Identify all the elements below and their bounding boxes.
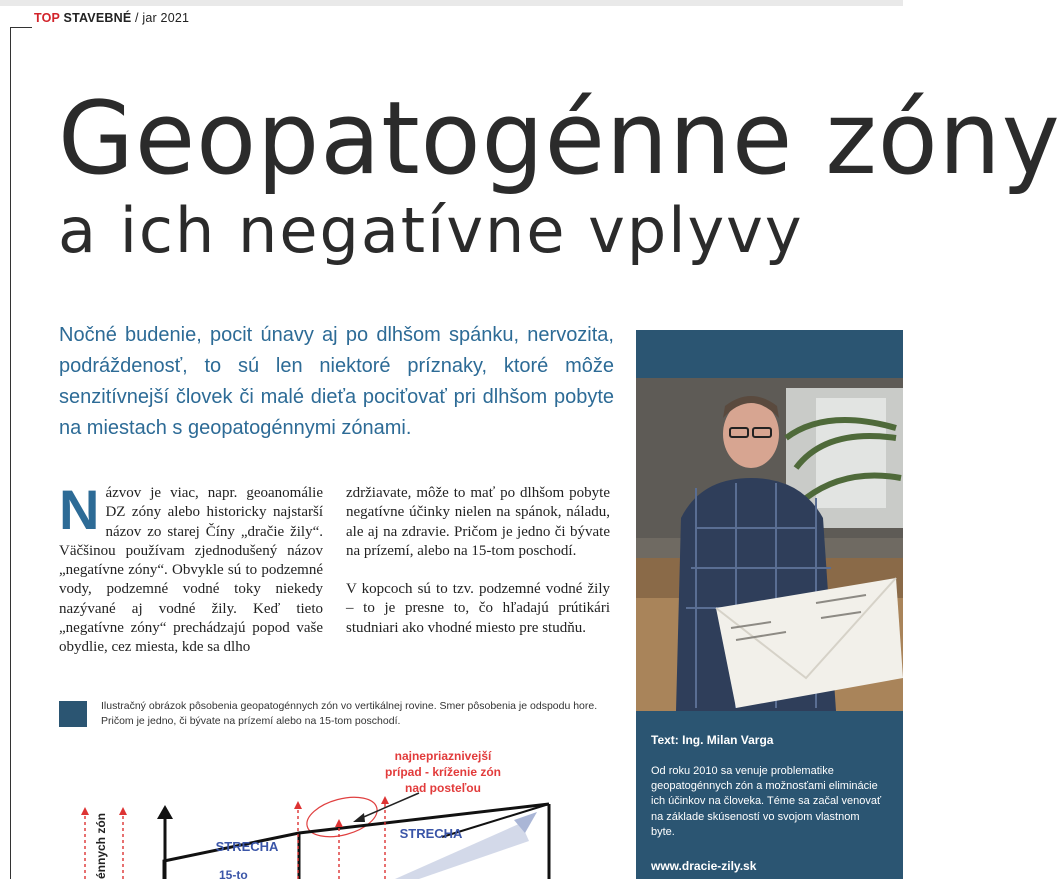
body-text-3: V kopcoch sú to tzv. podzemné vodné žily – to je presne to, čo hľadajú prútikári studniari ako vhodné miesto pre studňu. [346,581,610,636]
zone-arrowhead [294,801,302,809]
article-title: Geopatogénne zóny [58,79,1061,197]
floor-label: 15-to [219,868,248,879]
callout-arrowhead [353,813,365,822]
crossing-ellipse [303,790,382,843]
zone-arrowhead [81,807,89,815]
axis-arrowhead [157,805,173,819]
top-rule [0,0,903,6]
author-bio: Od roku 2010 sa venuje problematike geopatogénnych zón a možnosťami eliminácie ich účinkov na človeka. Téme sa začal venovať na základe skúseností vo svojom vlastnom byte. [651,765,882,838]
zone-arrowhead [335,819,343,827]
callout-line [359,793,419,819]
article-subtitle: a ich negatívne vplyvy [58,194,804,267]
caption-marker [59,701,87,727]
header-top: TOP [34,11,60,25]
website-link[interactable]: www.dracie-zily.sk [651,859,757,873]
body-text-2: zdržiavate, môže to mať po dlhšom pobyte negatívne účinky nielen na spánok, náladu, ale aj na zdravie. Pričom je jedno či bývate na prízemí, alebo na 15-tom poschodí. [346,485,610,559]
diagram-note-3: nad posteľou [405,781,481,795]
author-photo [636,378,903,711]
diagram-note-1: najnepriaznivejší [394,749,492,763]
axis-label: énnych zón [94,812,108,879]
figure-caption: Ilustračný obrázok pôsobenia geopatogénnych zón vo vertikálnej rovine. Smer pôsobenia je odspodu hore. Pričom je jedno, či bývate na prízemí alebo na 15-tom poschodí. [101,700,598,727]
zone-arrowhead [119,807,127,815]
diagram-note-2: prípad - kríženie zón [384,765,502,779]
header-stavebne: STAVEBNÉ [63,11,132,25]
header-issue: / jar 2021 [135,11,190,25]
drop-cap: N [59,478,100,541]
body-text-1: ázvov je viac, napr. geoanomálie DZ zóny alebo historicky najstarší názov zo starej Číny „dračie žily“. Väčšinou používam zjednodušený názov „negatívne zóny“. Obvykle sú to podzemné vody, podzemné vodné toky niekedy nazývané aj vodné žily. Keď tieto „negatívne zóny“ prechádzajú popod vaše obydlie, cez miesta, kde sa dlho [59,485,323,656]
magazine-header [34,11,189,25]
zone-diagram [59,745,619,879]
zone-arrowhead [381,796,389,804]
frame-line-vertical [10,27,11,879]
roof-label-left: STRECHA [215,839,279,854]
body-column-2 [346,484,610,638]
author-name: Text: Ing. Milan Varga [651,733,774,747]
lead-paragraph: Nočné budenie, pocit únavy aj po dlhšom spánku, nervozita, podráždenosť, to sú len niektoré príznaky, ktoré môže senzitívnejší človek či malé dieťa pociťovať pri dlhšom pobyte na miestach s geopatogénnymi zónami. [59,324,614,439]
roof-label-right: STRECHA [399,826,463,841]
frame-line [10,27,32,28]
body-column-1 [59,478,323,658]
